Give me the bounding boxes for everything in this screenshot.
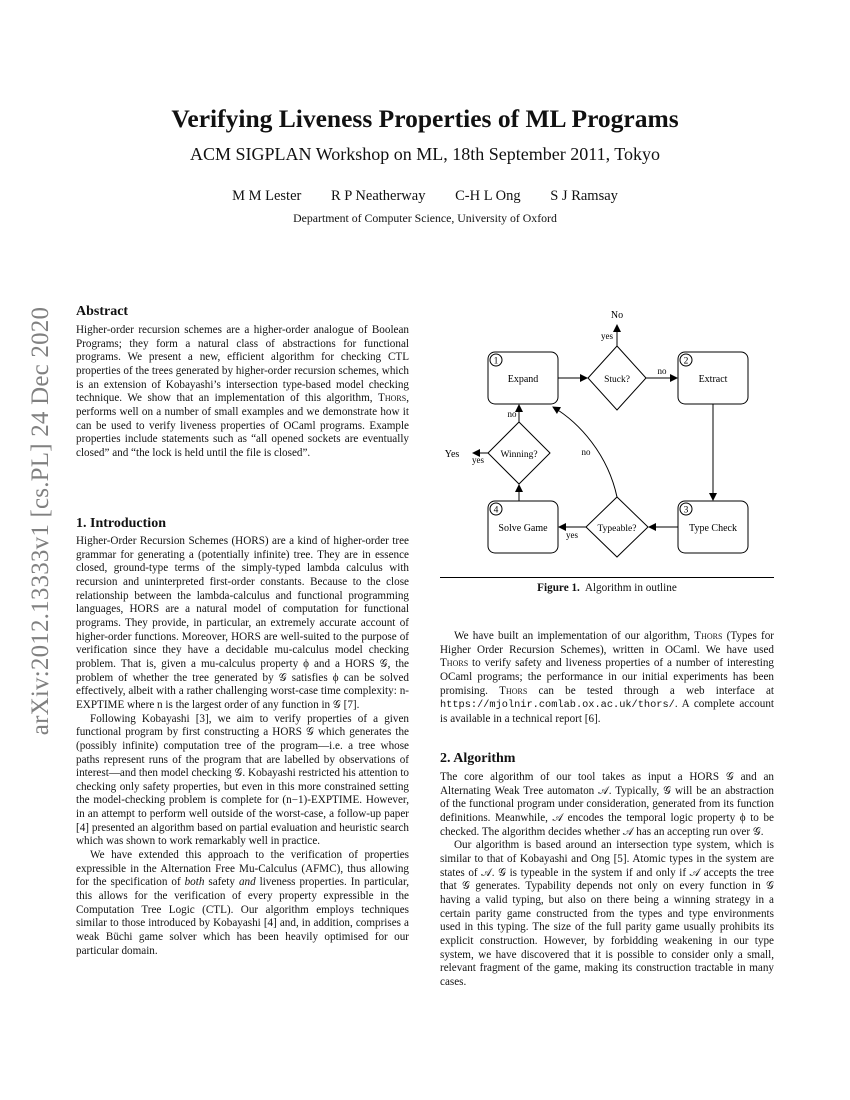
paper-title: Verifying Liveness Properties of ML Programs <box>171 104 679 133</box>
caption-label: Figure 1. <box>537 582 580 594</box>
intro-p3-text: We have extended this approach to the verification of properties expressible in the Alternation Free Mu-Calculus (AFMC), thus allowing for the specification of <box>76 849 409 889</box>
extract-label: Extract <box>698 374 728 385</box>
thors-name: Thors <box>440 657 469 670</box>
step-number: 1 <box>493 356 499 367</box>
text: (Types for Higher Order Recursion Schemes), written in OCaml. We have used <box>440 630 774 656</box>
author: S J Ramsay <box>550 188 618 204</box>
text: . A complete account is available in a technical report [6]. <box>440 698 774 725</box>
step-number: 3 <box>683 505 689 516</box>
step-number: 4 <box>493 505 499 516</box>
algorithm-body <box>440 771 774 990</box>
edge-label-yes: yes <box>566 530 578 540</box>
thors-name: Thors <box>378 392 407 405</box>
abstract-body <box>76 324 409 461</box>
expand-label: Expand <box>507 374 539 385</box>
author-list <box>0 188 850 205</box>
author: R P Neatherway <box>330 188 426 204</box>
abstract-heading: Abstract <box>76 304 129 319</box>
implementation-paragraph <box>440 630 774 727</box>
figure-caption <box>440 582 774 594</box>
author: M M Lester <box>232 188 302 204</box>
step-number: 2 <box>683 356 689 367</box>
edge-label-yes: yes <box>601 331 613 341</box>
paper-subtitle: ACM SIGPLAN Workshop on ML, 18th September 2011, Tokyo <box>190 144 660 164</box>
author: C-H L Ong <box>455 188 521 204</box>
intro-paragraph-2: Following Kobayashi [3], we aim to verify properties of a given functional program by first constructing a HORS 𝒢 which generates the (possibly infinite) computation tree of the program—i.e. a tree whose paths represent runs of the program that are labelled by observations of interest—and then model checking 𝒢. Kobayashi restricted his attention to checking only safety properties, but even in this more constrained setting the model-checking problem is complete for (n−1)-EXPTIME. However, in an attempt to perform well outside of the worst-case, a follow-up paper [4] presented an algorithm based on partial evaluation and heuristic search which was shown to work remarkably well in practice. <box>76 712 409 848</box>
introduction-body <box>76 535 409 958</box>
text: can be tested through a web interface at <box>527 684 774 697</box>
edge-label-no: no <box>581 447 591 457</box>
caption-text: Algorithm in outline <box>584 582 677 594</box>
figure-rule <box>440 577 774 578</box>
solvegame-label: Solve Game <box>498 523 548 534</box>
emphasis-both: both <box>184 876 205 889</box>
thors-name: Thors <box>499 684 528 697</box>
arxiv-identifier-stamp: arXiv:2012.13333v1 [cs.PL] 24 Dec 2020 <box>27 306 54 736</box>
edge-label-no: no <box>657 366 667 376</box>
affiliation: Department of Computer Science, University of Oxford <box>293 211 557 225</box>
edge-label-yes-result: Yes <box>444 449 460 460</box>
intro-paragraph-3 <box>76 849 409 958</box>
edge-label-no: no <box>507 409 517 419</box>
typecheck-label: Type Check <box>689 523 737 534</box>
flowchart-svg <box>440 305 774 575</box>
algorithm-paragraph-1: The core algorithm of our tool takes as input a HORS 𝒢 and an Alternating Weak Tree automaton 𝒜. Typically, 𝒢 will be an abstraction of the functional program under consideration, generated from its function definitions. Meanwhile, 𝒜 encodes the temporal logic property ϕ to be checked. The algorithm decides whether 𝒜 has an accepting run over 𝒢. <box>440 771 774 838</box>
typeable-label: Typeable? <box>597 524 637 534</box>
algorithm-heading: 2. Algorithm <box>440 751 516 766</box>
winning-label: Winning? <box>500 450 538 460</box>
emphasis-and: and <box>238 876 256 889</box>
intro-paragraph-1: Higher-Order Recursion Schemes (HORS) are a kind of higher-order tree grammar for generating a (potentially infinite) tree. They are in essence closed, ground-type terms of the simply-typed lambda calculus with recursion and uninterpreted first-order constants. Because to the close relationship between the lambda-calculus and functional programming languages, HORS are a natural model of computation for functional programs. They provide, in particular, an extremely accurate account of higher-order functions. Moreover, HORS are well-suited to the purpose of verification since they have a decidable mu-calculus model checking problem. That is, given a mu-calculus property ϕ and a HORS 𝒢, the problem of whether the tree generated by 𝒢 satisfies ϕ can be solved effectively, albeit with a rather challenging worst-case time complexity: n-EXPTIME where n is the largest order of any function in 𝒢 [7]. <box>76 535 409 711</box>
text: to verify safety and liveness properties of a number of interesting OCaml programs; the performance in our initial experiments has been promising. <box>440 657 774 697</box>
abstract-text-2: , performs well on a number of small examples and we demonstrate how it can be used to verify liveness properties of OCaml programs. Example properties include statements such as “all opened sockets are eventually closed” and “the lock is held until the file is closed”. <box>76 392 409 459</box>
edge-label-no: No <box>610 310 624 321</box>
thors-name: Thors <box>694 630 723 642</box>
intro-p3-text: safety <box>204 876 239 889</box>
edge-label-yes: yes <box>472 455 484 465</box>
stuck-label: Stuck? <box>604 375 630 385</box>
algorithm-paragraph-2: Our algorithm is based around an intersection type system, which is similar to that of Kobayashi and Ong [5]. Atomic types in the system are states of 𝒜. 𝒢 is typeable in the system if and only if 𝒜 accepts the tree that 𝒢 generates. Typability depends not only on every function in 𝒢 having a valid typing, but also on there being a winning strategy in a certain parity game constructed from the types and type environments used in this typing. The size of the full parity game usually prohibits its explicit construction. However, by forbidding weakening in our type system, we have discovered that it is possible to consider only a small, relevant fragment of the game, making its construction tractable in many cases. <box>440 839 774 988</box>
intro-p3-text: liveness properties. In particular, this allows for the verification of every property expressible in the Computation Tree Logic (CTL). Our algorithm employs techniques similar to those introduced by Kobayashi [4] and, in addition, comprises a weak Büchi game solver which has been heavily optimised for our particular domain. <box>76 876 409 957</box>
introduction-heading: 1. Introduction <box>76 516 166 531</box>
abstract-text-1: Higher-order recursion schemes are a higher-order analogue of Boolean Programs; they form a natural class of abstractions for functional programs. We present a new, efficient algorithm for checking CTL properties of the trees generated by higher-order recursion schemes, which is an extension of Kobayashi’s intersection type-based model checking technique. We show that an implementation of this algorithm, <box>76 324 409 405</box>
text: We have built an implementation of our algorithm, <box>454 630 695 642</box>
algorithm-flowchart <box>440 305 774 575</box>
thors-url[interactable]: https://mjolnir.comlab.ox.ac.uk/thors/ <box>440 699 675 712</box>
